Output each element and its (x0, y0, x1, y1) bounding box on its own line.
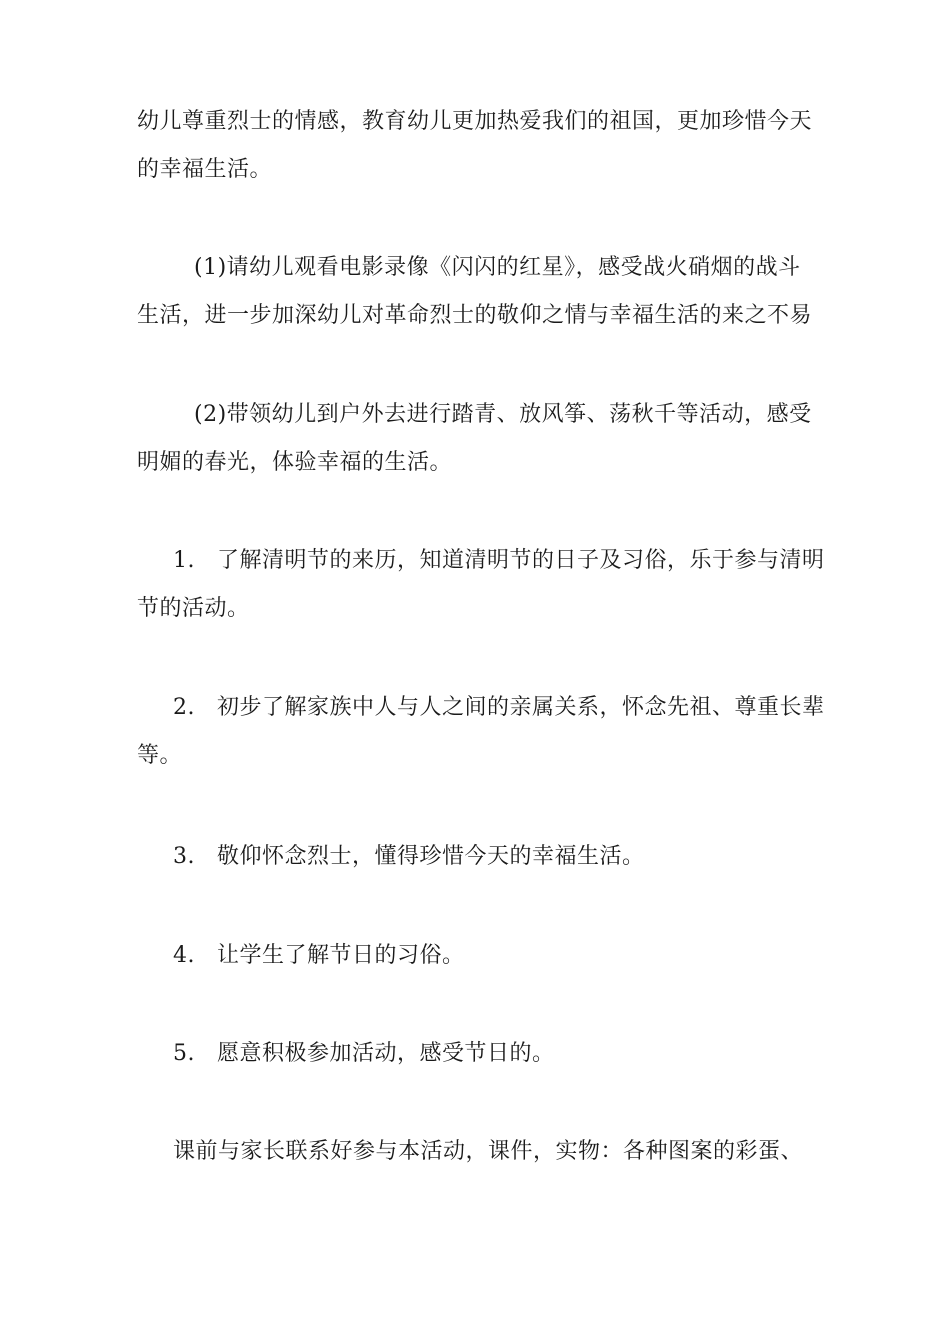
text-line: (1)请幼儿观看电影录像《闪闪的红星》，感受战火硝烟的战斗 (194, 255, 801, 280)
paragraph-outdoor-activities (137, 391, 827, 487)
text-line: 课前与家长联系好参与本活动，课件，实物：各种图案的彩蛋、 (173, 1139, 804, 1164)
goal-number: 4. (173, 943, 195, 968)
paragraph-watch-film (137, 244, 827, 340)
goal-text: 敬仰怀念烈士，懂得珍惜今天的幸福生活。 (217, 844, 645, 869)
goal-text: 初步了解家族中人与人之间的亲属关系，怀念先祖、尊重长辈 (217, 695, 825, 720)
text-line: 节的活动。 (137, 596, 250, 621)
goal-number: 1. (173, 548, 195, 573)
text-line: 等。 (137, 743, 183, 768)
goal-text: 愿意积极参加活动，感受节日的。 (217, 1041, 555, 1066)
goal-item-5 (137, 1030, 827, 1078)
text-line: 生活，进一步加深幼儿对革命烈士的敬仰之情与幸福生活的来之不易 (137, 303, 813, 328)
paragraph-respect-martyrs (137, 98, 827, 194)
goal-item-1 (137, 537, 827, 633)
text-line: (2)带领幼儿到户外去进行踏青、放风筝、荡秋千等活动，感受 (194, 402, 812, 427)
paragraph-preparation (137, 1128, 827, 1176)
goal-text: 了解清明节的来历，知道清明节的日子及习俗，乐于参与清明 (217, 548, 825, 573)
goal-number: 3. (173, 844, 195, 869)
goal-item-2 (137, 684, 827, 780)
text-line: 明媚的春光，体验幸福的生活。 (137, 450, 453, 475)
goal-number: 5. (173, 1041, 195, 1066)
goal-item-3 (137, 833, 827, 881)
goal-text: 让学生了解节日的习俗。 (217, 943, 465, 968)
text-line: 的幸福生活。 (137, 157, 273, 182)
goal-item-4 (137, 932, 827, 980)
goal-number: 2. (173, 695, 195, 720)
text-line: 幼儿尊重烈士的情感，教育幼儿更加热爱我们的祖国，更加珍惜今天 (137, 109, 813, 134)
